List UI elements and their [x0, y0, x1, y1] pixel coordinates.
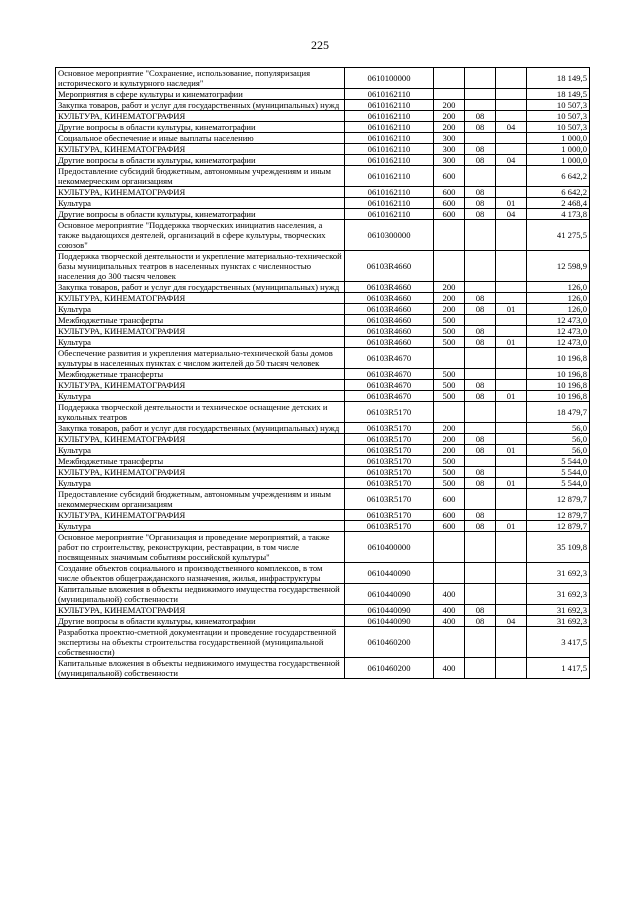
table-row — [56, 198, 590, 209]
row-subsection-cell — [496, 100, 527, 111]
row-code-cell: 0610162110 — [345, 155, 434, 166]
row-subsection-cell: 01 — [496, 521, 527, 532]
row-amount-cell: 10 507,3 — [527, 100, 590, 111]
table-row — [56, 627, 590, 658]
row-code-cell: 06103R5170 — [345, 445, 434, 456]
row-expense-type-cell: 200 — [434, 304, 465, 315]
row-section-cell: 08 — [465, 326, 496, 337]
row-name-cell: Культура — [56, 337, 345, 348]
row-code-cell: 0610440090 — [345, 605, 434, 616]
row-amount-cell: 41 275,5 — [527, 220, 590, 251]
row-amount-cell: 2 468,4 — [527, 198, 590, 209]
row-code-cell: 0610162110 — [345, 100, 434, 111]
row-code-cell: 06103R4670 — [345, 380, 434, 391]
row-subsection-cell: 01 — [496, 337, 527, 348]
row-code-cell: 06103R4660 — [345, 326, 434, 337]
row-expense-type-cell: 200 — [434, 282, 465, 293]
row-code-cell: 0610162110 — [345, 187, 434, 198]
row-expense-type-cell — [434, 220, 465, 251]
row-section-cell: 08 — [465, 467, 496, 478]
row-expense-type-cell — [434, 89, 465, 100]
row-subsection-cell: 01 — [496, 198, 527, 209]
row-section-cell — [465, 563, 496, 584]
row-subsection-cell — [496, 467, 527, 478]
table-row — [56, 133, 590, 144]
row-subsection-cell: 01 — [496, 391, 527, 402]
row-amount-cell: 5 544,0 — [527, 456, 590, 467]
row-section-cell: 08 — [465, 391, 496, 402]
row-subsection-cell — [496, 282, 527, 293]
row-section-cell — [465, 369, 496, 380]
row-section-cell — [465, 584, 496, 605]
row-expense-type-cell — [434, 402, 465, 423]
row-name-cell: Обеспечение развития и укрепления материально-технической базы домов культуры в населенных пунктах с числом жителей до 50 тысяч человек — [56, 348, 345, 369]
row-expense-type-cell: 500 — [434, 315, 465, 326]
row-section-cell — [465, 220, 496, 251]
row-subsection-cell — [496, 220, 527, 251]
row-name-cell: Межбюджетные трансферты — [56, 369, 345, 380]
row-name-cell: Основное мероприятие "Организация и проведение мероприятий, а также работ по строительству, реконструкции, реставрации, в том числе посвященных значимым событиям российской культуры" — [56, 532, 345, 563]
row-subsection-cell: 04 — [496, 616, 527, 627]
row-amount-cell: 4 173,8 — [527, 209, 590, 220]
row-name-cell: КУЛЬТУРА, КИНЕМАТОГРАФИЯ — [56, 605, 345, 616]
row-expense-type-cell — [434, 251, 465, 282]
row-amount-cell: 10 507,3 — [527, 111, 590, 122]
row-section-cell — [465, 402, 496, 423]
row-name-cell: Культура — [56, 445, 345, 456]
row-code-cell: 06103R5170 — [345, 434, 434, 445]
row-amount-cell: 10 196,8 — [527, 391, 590, 402]
row-amount-cell: 18 149,5 — [527, 89, 590, 100]
table-row — [56, 326, 590, 337]
row-name-cell: Основное мероприятие "Поддержка творческих инициатив населения, а также выдающихся деятелей, организаций в сфере культуры, творческих союзов" — [56, 220, 345, 251]
row-name-cell: Закупка товаров, работ и услуг для государственных (муниципальных) нужд — [56, 100, 345, 111]
row-subsection-cell — [496, 68, 527, 89]
row-amount-cell: 56,0 — [527, 434, 590, 445]
row-section-cell: 08 — [465, 209, 496, 220]
row-section-cell: 08 — [465, 155, 496, 166]
row-section-cell: 08 — [465, 521, 496, 532]
table-row — [56, 111, 590, 122]
row-name-cell: Культура — [56, 198, 345, 209]
row-expense-type-cell: 200 — [434, 100, 465, 111]
row-expense-type-cell: 600 — [434, 187, 465, 198]
table-row — [56, 402, 590, 423]
row-name-cell: Создание объектов социального и производственного комплексов, в том числе объектов общегражданского назначения, жилья, инфраструктуры — [56, 563, 345, 584]
row-subsection-cell — [496, 510, 527, 521]
table-row — [56, 144, 590, 155]
budget-table-body — [56, 68, 590, 679]
row-expense-type-cell: 200 — [434, 122, 465, 133]
table-row — [56, 391, 590, 402]
row-amount-cell: 12 879,7 — [527, 521, 590, 532]
row-expense-type-cell — [434, 68, 465, 89]
row-code-cell: 0610440090 — [345, 616, 434, 627]
row-subsection-cell — [496, 423, 527, 434]
row-code-cell: 0610400000 — [345, 532, 434, 563]
row-expense-type-cell — [434, 627, 465, 658]
row-subsection-cell: 01 — [496, 478, 527, 489]
table-row — [56, 166, 590, 187]
row-section-cell: 08 — [465, 380, 496, 391]
row-subsection-cell — [496, 563, 527, 584]
row-subsection-cell — [496, 627, 527, 658]
row-code-cell: 06103R5170 — [345, 489, 434, 510]
row-expense-type-cell: 200 — [434, 423, 465, 434]
row-section-cell — [465, 68, 496, 89]
row-name-cell: Другие вопросы в области культуры, кинематографии — [56, 122, 345, 133]
row-expense-type-cell: 500 — [434, 467, 465, 478]
row-amount-cell: 56,0 — [527, 423, 590, 434]
table-row — [56, 521, 590, 532]
row-amount-cell: 18 149,5 — [527, 68, 590, 89]
table-row — [56, 478, 590, 489]
row-code-cell: 06103R5170 — [345, 521, 434, 532]
row-expense-type-cell — [434, 563, 465, 584]
row-section-cell: 08 — [465, 293, 496, 304]
row-amount-cell: 12 879,7 — [527, 489, 590, 510]
row-name-cell: КУЛЬТУРА, КИНЕМАТОГРАФИЯ — [56, 467, 345, 478]
row-name-cell: КУЛЬТУРА, КИНЕМАТОГРАФИЯ — [56, 111, 345, 122]
table-row — [56, 187, 590, 198]
row-amount-cell: 12 598,9 — [527, 251, 590, 282]
row-amount-cell: 10 196,8 — [527, 380, 590, 391]
row-expense-type-cell: 400 — [434, 658, 465, 679]
row-name-cell: Мероприятия в сфере культуры и кинематографии — [56, 89, 345, 100]
row-section-cell — [465, 532, 496, 563]
row-subsection-cell — [496, 293, 527, 304]
row-name-cell: КУЛЬТУРА, КИНЕМАТОГРАФИЯ — [56, 510, 345, 521]
row-section-cell: 08 — [465, 445, 496, 456]
row-subsection-cell — [496, 326, 527, 337]
row-amount-cell: 1 000,0 — [527, 144, 590, 155]
row-subsection-cell — [496, 369, 527, 380]
table-row — [56, 380, 590, 391]
table-row — [56, 89, 590, 100]
row-name-cell: Предоставление субсидий бюджетным, автономным учреждениям и иным некоммерческим организациям — [56, 489, 345, 510]
budget-table — [55, 67, 590, 679]
row-expense-type-cell: 200 — [434, 434, 465, 445]
row-section-cell: 08 — [465, 111, 496, 122]
row-code-cell: 06103R4660 — [345, 293, 434, 304]
row-expense-type-cell: 600 — [434, 510, 465, 521]
row-subsection-cell: 01 — [496, 304, 527, 315]
row-name-cell: Разработка проектно-сметной документации и проведение государственной экспертизы на объекты строительства государственной (муниципальной собственности) — [56, 627, 345, 658]
row-expense-type-cell: 200 — [434, 293, 465, 304]
row-amount-cell: 126,0 — [527, 282, 590, 293]
row-section-cell: 08 — [465, 122, 496, 133]
row-expense-type-cell — [434, 348, 465, 369]
row-amount-cell: 10 196,8 — [527, 369, 590, 380]
row-name-cell: Закупка товаров, работ и услуг для государственных (муниципальных) нужд — [56, 282, 345, 293]
row-subsection-cell — [496, 380, 527, 391]
row-amount-cell: 31 692,3 — [527, 563, 590, 584]
row-subsection-cell — [496, 251, 527, 282]
row-code-cell: 06103R5170 — [345, 423, 434, 434]
row-code-cell: 06103R4660 — [345, 251, 434, 282]
row-name-cell: КУЛЬТУРА, КИНЕМАТОГРАФИЯ — [56, 293, 345, 304]
row-name-cell: Поддержка творческой деятельности и укрепление материально-технической базы муниципальных театров в населенных пунктах с численностью населения до 300 тысяч человек — [56, 251, 345, 282]
row-expense-type-cell: 400 — [434, 605, 465, 616]
table-row — [56, 282, 590, 293]
row-amount-cell: 126,0 — [527, 304, 590, 315]
table-row — [56, 434, 590, 445]
table-row — [56, 456, 590, 467]
row-name-cell: Другие вопросы в области культуры, кинематографии — [56, 209, 345, 220]
table-row — [56, 510, 590, 521]
row-expense-type-cell: 200 — [434, 445, 465, 456]
row-expense-type-cell: 200 — [434, 111, 465, 122]
row-subsection-cell — [496, 456, 527, 467]
row-section-cell — [465, 166, 496, 187]
row-amount-cell: 10 507,3 — [527, 122, 590, 133]
row-code-cell: 06103R5170 — [345, 510, 434, 521]
row-amount-cell: 126,0 — [527, 293, 590, 304]
row-section-cell — [465, 627, 496, 658]
row-subsection-cell — [496, 434, 527, 445]
row-expense-type-cell: 300 — [434, 133, 465, 144]
row-expense-type-cell: 300 — [434, 155, 465, 166]
table-row — [56, 658, 590, 679]
row-code-cell: 0610162110 — [345, 209, 434, 220]
row-name-cell: Другие вопросы в области культуры, кинематографии — [56, 616, 345, 627]
row-expense-type-cell: 500 — [434, 326, 465, 337]
row-section-cell: 08 — [465, 434, 496, 445]
row-expense-type-cell: 600 — [434, 209, 465, 220]
row-section-cell: 08 — [465, 144, 496, 155]
row-section-cell — [465, 100, 496, 111]
table-row — [56, 605, 590, 616]
row-amount-cell: 5 544,0 — [527, 478, 590, 489]
row-section-cell — [465, 282, 496, 293]
row-subsection-cell: 04 — [496, 209, 527, 220]
row-amount-cell: 3 417,5 — [527, 627, 590, 658]
row-amount-cell: 1 000,0 — [527, 133, 590, 144]
row-section-cell: 08 — [465, 478, 496, 489]
row-section-cell: 08 — [465, 304, 496, 315]
row-amount-cell: 5 544,0 — [527, 467, 590, 478]
row-expense-type-cell: 600 — [434, 521, 465, 532]
row-name-cell: Межбюджетные трансферты — [56, 456, 345, 467]
row-code-cell: 06103R5170 — [345, 402, 434, 423]
row-section-cell: 08 — [465, 605, 496, 616]
row-amount-cell: 31 692,3 — [527, 605, 590, 616]
table-row — [56, 584, 590, 605]
row-code-cell: 0610100000 — [345, 68, 434, 89]
row-subsection-cell: 04 — [496, 155, 527, 166]
row-section-cell: 08 — [465, 616, 496, 627]
row-section-cell — [465, 423, 496, 434]
table-row — [56, 220, 590, 251]
row-code-cell: 0610162110 — [345, 166, 434, 187]
table-row — [56, 467, 590, 478]
row-expense-type-cell: 600 — [434, 166, 465, 187]
row-expense-type-cell: 300 — [434, 144, 465, 155]
table-row — [56, 315, 590, 326]
row-name-cell: Культура — [56, 304, 345, 315]
row-subsection-cell — [496, 402, 527, 423]
row-amount-cell: 10 196,8 — [527, 348, 590, 369]
row-expense-type-cell: 600 — [434, 198, 465, 209]
row-name-cell: Социальное обеспечение и иные выплаты населению — [56, 133, 345, 144]
row-amount-cell: 12 473,0 — [527, 326, 590, 337]
table-row — [56, 445, 590, 456]
row-subsection-cell — [496, 532, 527, 563]
row-expense-type-cell: 600 — [434, 489, 465, 510]
row-code-cell: 0610440090 — [345, 584, 434, 605]
row-name-cell: КУЛЬТУРА, КИНЕМАТОГРАФИЯ — [56, 326, 345, 337]
row-section-cell — [465, 251, 496, 282]
row-name-cell: Основное мероприятие "Сохранение, использование, популяризация исторического и культурного наследия" — [56, 68, 345, 89]
row-name-cell: Капитальные вложения в объекты недвижимого имущества государственной (муниципальной) собственности — [56, 658, 345, 679]
row-subsection-cell — [496, 658, 527, 679]
row-code-cell: 06103R5170 — [345, 467, 434, 478]
row-subsection-cell — [496, 584, 527, 605]
row-code-cell: 0610300000 — [345, 220, 434, 251]
row-name-cell: Поддержка творческой деятельности и техническое оснащение детских и кукольных театров — [56, 402, 345, 423]
row-subsection-cell — [496, 133, 527, 144]
row-section-cell: 08 — [465, 510, 496, 521]
table-row — [56, 304, 590, 315]
row-expense-type-cell: 500 — [434, 478, 465, 489]
row-name-cell: Закупка товаров, работ и услуг для государственных (муниципальных) нужд — [56, 423, 345, 434]
table-row — [56, 489, 590, 510]
row-subsection-cell — [496, 489, 527, 510]
row-expense-type-cell: 500 — [434, 391, 465, 402]
row-code-cell: 06103R4660 — [345, 315, 434, 326]
row-code-cell: 06103R5170 — [345, 456, 434, 467]
row-name-cell: Культура — [56, 478, 345, 489]
row-amount-cell: 18 479,7 — [527, 402, 590, 423]
table-row — [56, 337, 590, 348]
row-name-cell: Межбюджетные трансферты — [56, 315, 345, 326]
row-expense-type-cell: 400 — [434, 616, 465, 627]
table-row — [56, 348, 590, 369]
row-expense-type-cell: 500 — [434, 337, 465, 348]
row-expense-type-cell: 500 — [434, 380, 465, 391]
row-amount-cell: 12 473,0 — [527, 315, 590, 326]
table-row — [56, 100, 590, 111]
row-name-cell: КУЛЬТУРА, КИНЕМАТОГРАФИЯ — [56, 380, 345, 391]
row-subsection-cell — [496, 315, 527, 326]
table-row — [56, 251, 590, 282]
row-section-cell: 08 — [465, 198, 496, 209]
row-amount-cell: 31 692,3 — [527, 616, 590, 627]
row-name-cell: Другие вопросы в области культуры, кинематографии — [56, 155, 345, 166]
row-amount-cell: 35 109,8 — [527, 532, 590, 563]
row-code-cell: 0610440090 — [345, 563, 434, 584]
row-subsection-cell: 04 — [496, 122, 527, 133]
row-subsection-cell — [496, 605, 527, 616]
row-name-cell: Капитальные вложения в объекты недвижимого имущества государственной (муниципальной) собственности — [56, 584, 345, 605]
page-number: 225 — [311, 38, 329, 52]
table-row — [56, 423, 590, 434]
row-section-cell — [465, 348, 496, 369]
row-expense-type-cell — [434, 532, 465, 563]
row-amount-cell: 6 642,2 — [527, 166, 590, 187]
row-expense-type-cell: 500 — [434, 369, 465, 380]
row-name-cell: КУЛЬТУРА, КИНЕМАТОГРАФИЯ — [56, 434, 345, 445]
row-code-cell: 0610460200 — [345, 658, 434, 679]
row-name-cell: Культура — [56, 391, 345, 402]
row-subsection-cell — [496, 166, 527, 187]
table-row — [56, 155, 590, 166]
row-name-cell: Предоставление субсидий бюджетным, автономным учреждениям и иным некоммерческим организациям — [56, 166, 345, 187]
row-code-cell: 06103R5170 — [345, 478, 434, 489]
row-code-cell: 06103R4670 — [345, 348, 434, 369]
row-code-cell: 06103R4670 — [345, 391, 434, 402]
row-code-cell: 0610162110 — [345, 198, 434, 209]
row-section-cell — [465, 89, 496, 100]
row-code-cell: 06103R4670 — [345, 369, 434, 380]
row-amount-cell: 1 417,5 — [527, 658, 590, 679]
table-row — [56, 369, 590, 380]
row-amount-cell: 12 473,0 — [527, 337, 590, 348]
row-section-cell — [465, 315, 496, 326]
row-subsection-cell — [496, 144, 527, 155]
row-subsection-cell — [496, 89, 527, 100]
row-amount-cell: 56,0 — [527, 445, 590, 456]
row-amount-cell: 12 879,7 — [527, 510, 590, 521]
row-code-cell: 06103R4660 — [345, 337, 434, 348]
row-code-cell: 0610460200 — [345, 627, 434, 658]
table-row — [56, 209, 590, 220]
row-code-cell: 0610162110 — [345, 133, 434, 144]
row-name-cell: КУЛЬТУРА, КИНЕМАТОГРАФИЯ — [56, 144, 345, 155]
row-section-cell — [465, 456, 496, 467]
row-code-cell: 0610162110 — [345, 122, 434, 133]
table-row — [56, 68, 590, 89]
row-code-cell: 0610162110 — [345, 144, 434, 155]
row-amount-cell: 6 642,2 — [527, 187, 590, 198]
row-section-cell: 08 — [465, 187, 496, 198]
row-subsection-cell — [496, 348, 527, 369]
row-subsection-cell — [496, 111, 527, 122]
row-subsection-cell: 01 — [496, 445, 527, 456]
table-row — [56, 532, 590, 563]
table-row — [56, 122, 590, 133]
row-code-cell: 0610162110 — [345, 89, 434, 100]
row-expense-type-cell: 400 — [434, 584, 465, 605]
table-row — [56, 616, 590, 627]
row-section-cell — [465, 489, 496, 510]
row-name-cell: Культура — [56, 521, 345, 532]
table-row — [56, 293, 590, 304]
row-section-cell — [465, 133, 496, 144]
row-code-cell: 0610162110 — [345, 111, 434, 122]
row-section-cell — [465, 658, 496, 679]
row-subsection-cell — [496, 187, 527, 198]
row-amount-cell: 1 000,0 — [527, 155, 590, 166]
row-expense-type-cell: 500 — [434, 456, 465, 467]
row-code-cell: 06103R4660 — [345, 282, 434, 293]
table-row — [56, 563, 590, 584]
row-code-cell: 06103R4660 — [345, 304, 434, 315]
row-name-cell: КУЛЬТУРА, КИНЕМАТОГРАФИЯ — [56, 187, 345, 198]
row-section-cell: 08 — [465, 337, 496, 348]
row-amount-cell: 31 692,3 — [527, 584, 590, 605]
